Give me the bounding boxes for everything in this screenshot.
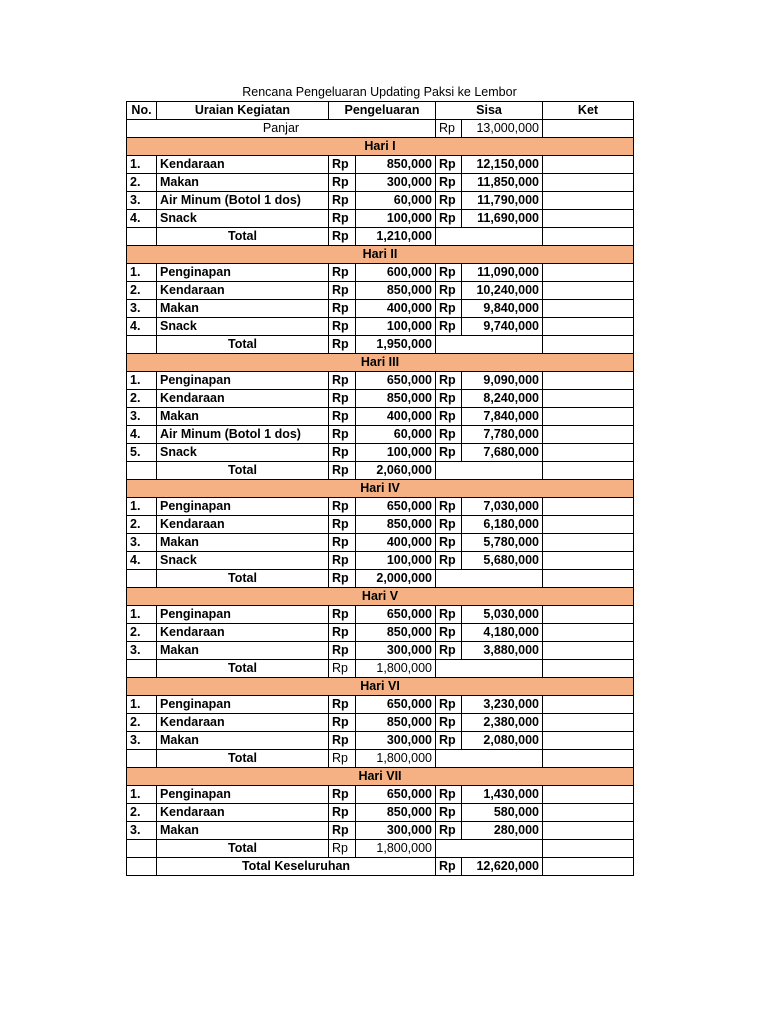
item-expense-currency: Rp xyxy=(329,300,356,318)
item-expense-currency: Rp xyxy=(329,714,356,732)
table-row xyxy=(127,642,634,660)
item-note xyxy=(543,624,634,642)
total-balance-empty xyxy=(436,570,543,588)
table-row xyxy=(127,534,634,552)
item-balance-currency: Rp xyxy=(436,210,462,228)
item-expense-currency: Rp xyxy=(329,696,356,714)
item-no: 4. xyxy=(127,426,157,444)
item-balance-currency: Rp xyxy=(436,282,462,300)
item-no: 4. xyxy=(127,318,157,336)
total-note xyxy=(543,840,634,858)
item-no: 2. xyxy=(127,174,157,192)
item-description: Makan xyxy=(157,174,329,192)
item-balance-amount: 3,230,000 xyxy=(462,696,543,714)
table-row xyxy=(127,822,634,840)
item-expense-currency: Rp xyxy=(329,372,356,390)
item-balance-currency: Rp xyxy=(436,390,462,408)
item-balance-amount: 8,240,000 xyxy=(462,390,543,408)
item-balance-currency: Rp xyxy=(436,642,462,660)
item-note xyxy=(543,498,634,516)
item-balance-currency: Rp xyxy=(436,264,462,282)
item-expense-currency: Rp xyxy=(329,408,356,426)
table-row xyxy=(127,372,634,390)
table-row xyxy=(127,192,634,210)
total-label: Total xyxy=(157,570,329,588)
item-balance-currency: Rp xyxy=(436,318,462,336)
total-currency: Rp xyxy=(329,336,356,354)
item-no: 2. xyxy=(127,714,157,732)
item-balance-amount: 5,680,000 xyxy=(462,552,543,570)
item-balance-amount: 7,680,000 xyxy=(462,444,543,462)
item-no: 1. xyxy=(127,606,157,624)
table-row xyxy=(127,444,634,462)
item-balance-amount: 5,780,000 xyxy=(462,534,543,552)
item-expense-currency: Rp xyxy=(329,516,356,534)
item-description: Snack xyxy=(157,318,329,336)
day-total-row xyxy=(127,228,634,246)
item-expense-currency: Rp xyxy=(329,732,356,750)
item-expense-amount: 300,000 xyxy=(356,174,436,192)
item-expense-amount: 850,000 xyxy=(356,516,436,534)
table-row xyxy=(127,282,634,300)
item-note xyxy=(543,714,634,732)
item-note xyxy=(543,606,634,624)
sheet-title: Rencana Pengeluaran Updating Paksi ke Lembor xyxy=(242,85,517,99)
table-row xyxy=(127,516,634,534)
day-total-row xyxy=(127,660,634,678)
total-balance-empty xyxy=(436,462,543,480)
item-note xyxy=(543,696,634,714)
table-row xyxy=(127,156,634,174)
item-expense-amount: 850,000 xyxy=(356,714,436,732)
table-row xyxy=(127,714,634,732)
item-description: Makan xyxy=(157,300,329,318)
total-no xyxy=(127,570,157,588)
item-balance-amount: 7,030,000 xyxy=(462,498,543,516)
total-currency: Rp xyxy=(329,660,356,678)
table-row xyxy=(127,624,634,642)
total-currency: Rp xyxy=(329,570,356,588)
day-total-row xyxy=(127,840,634,858)
item-description: Kendaraan xyxy=(157,516,329,534)
item-description: Penginapan xyxy=(157,372,329,390)
table-row xyxy=(127,174,634,192)
panjar-amount: 13,000,000 xyxy=(462,120,543,138)
table-body xyxy=(127,102,634,876)
grand-total-label: Total Keseluruhan xyxy=(157,858,436,876)
item-balance-amount: 280,000 xyxy=(462,822,543,840)
item-balance-amount: 2,080,000 xyxy=(462,732,543,750)
item-balance-currency: Rp xyxy=(436,552,462,570)
item-balance-currency: Rp xyxy=(436,732,462,750)
table-row xyxy=(127,732,634,750)
item-expense-currency: Rp xyxy=(329,498,356,516)
item-description: Makan xyxy=(157,408,329,426)
grand-total-no xyxy=(127,858,157,876)
item-balance-amount: 9,840,000 xyxy=(462,300,543,318)
total-label: Total xyxy=(157,228,329,246)
item-note xyxy=(543,552,634,570)
item-balance-amount: 1,430,000 xyxy=(462,786,543,804)
item-note xyxy=(543,192,634,210)
item-description: Kendaraan xyxy=(157,282,329,300)
day-header-row xyxy=(127,246,634,264)
day-total-row xyxy=(127,750,634,768)
item-expense-amount: 300,000 xyxy=(356,822,436,840)
item-no: 2. xyxy=(127,390,157,408)
item-expense-currency: Rp xyxy=(329,624,356,642)
header-note: Ket xyxy=(543,102,634,120)
total-currency: Rp xyxy=(329,750,356,768)
table-row xyxy=(127,390,634,408)
day-header-row xyxy=(127,354,634,372)
item-description: Air Minum (Botol 1 dos) xyxy=(157,426,329,444)
item-no: 1. xyxy=(127,696,157,714)
item-balance-currency: Rp xyxy=(436,822,462,840)
header-balance: Sisa xyxy=(436,102,543,120)
total-balance-empty xyxy=(436,660,543,678)
item-balance-amount: 11,790,000 xyxy=(462,192,543,210)
item-description: Kendaraan xyxy=(157,390,329,408)
total-balance-empty xyxy=(436,336,543,354)
item-expense-amount: 60,000 xyxy=(356,426,436,444)
item-balance-currency: Rp xyxy=(436,408,462,426)
total-note xyxy=(543,660,634,678)
total-label: Total xyxy=(157,750,329,768)
item-description: Kendaraan xyxy=(157,804,329,822)
item-description: Air Minum (Botol 1 dos) xyxy=(157,192,329,210)
day-total-row xyxy=(127,462,634,480)
item-expense-currency: Rp xyxy=(329,426,356,444)
item-expense-amount: 850,000 xyxy=(356,156,436,174)
item-expense-amount: 400,000 xyxy=(356,300,436,318)
total-note xyxy=(543,462,634,480)
total-amount: 1,800,000 xyxy=(356,750,436,768)
item-expense-amount: 100,000 xyxy=(356,444,436,462)
total-currency: Rp xyxy=(329,462,356,480)
item-no: 5. xyxy=(127,444,157,462)
panjar-label: Panjar xyxy=(127,120,436,138)
item-expense-amount: 100,000 xyxy=(356,552,436,570)
item-balance-currency: Rp xyxy=(436,156,462,174)
table-row xyxy=(127,426,634,444)
item-expense-amount: 850,000 xyxy=(356,390,436,408)
table-row xyxy=(127,210,634,228)
item-expense-currency: Rp xyxy=(329,318,356,336)
item-balance-amount: 580,000 xyxy=(462,804,543,822)
item-expense-currency: Rp xyxy=(329,606,356,624)
item-note xyxy=(543,516,634,534)
item-note xyxy=(543,282,634,300)
item-expense-currency: Rp xyxy=(329,534,356,552)
item-balance-amount: 11,690,000 xyxy=(462,210,543,228)
total-no xyxy=(127,462,157,480)
day-header-row xyxy=(127,768,634,786)
item-description: Makan xyxy=(157,732,329,750)
day-header-row xyxy=(127,480,634,498)
total-note xyxy=(543,750,634,768)
item-expense-amount: 400,000 xyxy=(356,408,436,426)
item-no: 3. xyxy=(127,642,157,660)
item-note xyxy=(543,318,634,336)
item-expense-currency: Rp xyxy=(329,786,356,804)
total-label: Total xyxy=(157,336,329,354)
grand-total-currency: Rp xyxy=(436,858,462,876)
day-header-row xyxy=(127,138,634,156)
panjar-note xyxy=(543,120,634,138)
item-no: 2. xyxy=(127,624,157,642)
day-label: Hari V xyxy=(127,588,634,606)
item-description: Snack xyxy=(157,210,329,228)
day-label: Hari I xyxy=(127,138,634,156)
item-expense-currency: Rp xyxy=(329,822,356,840)
item-note xyxy=(543,408,634,426)
item-balance-amount: 2,380,000 xyxy=(462,714,543,732)
item-no: 3. xyxy=(127,822,157,840)
item-description: Penginapan xyxy=(157,264,329,282)
total-note xyxy=(543,570,634,588)
item-expense-currency: Rp xyxy=(329,210,356,228)
item-expense-currency: Rp xyxy=(329,282,356,300)
item-no: 2. xyxy=(127,282,157,300)
grand-total-amount: 12,620,000 xyxy=(462,858,543,876)
table-row xyxy=(127,696,634,714)
total-label: Total xyxy=(157,660,329,678)
item-balance-currency: Rp xyxy=(436,534,462,552)
item-expense-amount: 300,000 xyxy=(356,642,436,660)
total-balance-empty xyxy=(436,228,543,246)
total-amount: 2,000,000 xyxy=(356,570,436,588)
table-row xyxy=(127,318,634,336)
item-balance-currency: Rp xyxy=(436,516,462,534)
item-balance-amount: 9,090,000 xyxy=(462,372,543,390)
item-note xyxy=(543,786,634,804)
total-currency: Rp xyxy=(329,840,356,858)
item-description: Snack xyxy=(157,552,329,570)
item-balance-currency: Rp xyxy=(436,174,462,192)
item-expense-amount: 650,000 xyxy=(356,606,436,624)
item-description: Penginapan xyxy=(157,786,329,804)
item-note xyxy=(543,372,634,390)
budget-table xyxy=(126,101,634,876)
item-expense-amount: 300,000 xyxy=(356,732,436,750)
item-balance-amount: 4,180,000 xyxy=(462,624,543,642)
table-row xyxy=(127,804,634,822)
item-balance-amount: 5,030,000 xyxy=(462,606,543,624)
table-row xyxy=(127,606,634,624)
total-no xyxy=(127,228,157,246)
item-note xyxy=(543,300,634,318)
item-note xyxy=(543,390,634,408)
item-balance-currency: Rp xyxy=(436,714,462,732)
item-no: 1. xyxy=(127,264,157,282)
item-no: 4. xyxy=(127,552,157,570)
item-description: Kendaraan xyxy=(157,156,329,174)
item-expense-currency: Rp xyxy=(329,444,356,462)
day-total-row xyxy=(127,570,634,588)
item-description: Penginapan xyxy=(157,606,329,624)
item-expense-currency: Rp xyxy=(329,156,356,174)
table-row xyxy=(127,552,634,570)
item-expense-amount: 400,000 xyxy=(356,534,436,552)
item-balance-currency: Rp xyxy=(436,804,462,822)
item-expense-currency: Rp xyxy=(329,192,356,210)
item-balance-currency: Rp xyxy=(436,444,462,462)
item-description: Penginapan xyxy=(157,696,329,714)
item-balance-currency: Rp xyxy=(436,426,462,444)
total-label: Total xyxy=(157,462,329,480)
grand-total-note xyxy=(543,858,634,876)
item-note xyxy=(543,210,634,228)
item-balance-amount: 7,840,000 xyxy=(462,408,543,426)
item-balance-amount: 3,880,000 xyxy=(462,642,543,660)
item-note xyxy=(543,822,634,840)
item-balance-currency: Rp xyxy=(436,786,462,804)
day-label: Hari VII xyxy=(127,768,634,786)
total-amount: 1,210,000 xyxy=(356,228,436,246)
table-row xyxy=(127,408,634,426)
item-balance-currency: Rp xyxy=(436,372,462,390)
item-expense-amount: 60,000 xyxy=(356,192,436,210)
header-no: No. xyxy=(127,102,157,120)
item-description: Makan xyxy=(157,642,329,660)
header-row xyxy=(127,102,634,120)
item-balance-currency: Rp xyxy=(436,192,462,210)
item-balance-amount: 10,240,000 xyxy=(462,282,543,300)
item-expense-amount: 650,000 xyxy=(356,498,436,516)
item-expense-amount: 600,000 xyxy=(356,264,436,282)
item-expense-amount: 100,000 xyxy=(356,210,436,228)
grand-total-row xyxy=(127,858,634,876)
header-description: Uraian Kegiatan xyxy=(157,102,329,120)
item-no: 4. xyxy=(127,210,157,228)
item-no: 1. xyxy=(127,372,157,390)
item-description: Penginapan xyxy=(157,498,329,516)
item-expense-currency: Rp xyxy=(329,552,356,570)
item-no: 1. xyxy=(127,156,157,174)
table-row xyxy=(127,786,634,804)
item-no: 3. xyxy=(127,534,157,552)
day-label: Hari II xyxy=(127,246,634,264)
item-no: 3. xyxy=(127,408,157,426)
item-balance-amount: 6,180,000 xyxy=(462,516,543,534)
total-note xyxy=(543,228,634,246)
day-total-row xyxy=(127,336,634,354)
item-description: Kendaraan xyxy=(157,624,329,642)
item-expense-amount: 100,000 xyxy=(356,318,436,336)
item-description: Snack xyxy=(157,444,329,462)
header-expense: Pengeluaran xyxy=(329,102,436,120)
total-amount: 1,950,000 xyxy=(356,336,436,354)
item-no: 3. xyxy=(127,192,157,210)
item-description: Makan xyxy=(157,822,329,840)
item-expense-amount: 850,000 xyxy=(356,282,436,300)
item-balance-currency: Rp xyxy=(436,300,462,318)
total-no xyxy=(127,840,157,858)
item-balance-amount: 12,150,000 xyxy=(462,156,543,174)
panjar-row xyxy=(127,120,634,138)
total-no xyxy=(127,750,157,768)
item-expense-amount: 650,000 xyxy=(356,696,436,714)
day-header-row xyxy=(127,588,634,606)
item-balance-currency: Rp xyxy=(436,696,462,714)
total-no xyxy=(127,336,157,354)
item-expense-amount: 850,000 xyxy=(356,624,436,642)
item-no: 3. xyxy=(127,732,157,750)
item-balance-currency: Rp xyxy=(436,624,462,642)
item-expense-amount: 850,000 xyxy=(356,804,436,822)
item-balance-amount: 11,090,000 xyxy=(462,264,543,282)
panjar-currency: Rp xyxy=(436,120,462,138)
day-label: Hari IV xyxy=(127,480,634,498)
item-description: Kendaraan xyxy=(157,714,329,732)
item-note xyxy=(543,804,634,822)
item-no: 1. xyxy=(127,786,157,804)
total-no xyxy=(127,660,157,678)
total-currency: Rp xyxy=(329,228,356,246)
total-amount: 1,800,000 xyxy=(356,660,436,678)
item-note xyxy=(543,642,634,660)
day-header-row xyxy=(127,678,634,696)
item-balance-amount: 7,780,000 xyxy=(462,426,543,444)
item-note xyxy=(543,174,634,192)
item-expense-currency: Rp xyxy=(329,264,356,282)
item-description: Makan xyxy=(157,534,329,552)
total-balance-empty xyxy=(436,840,543,858)
total-balance-empty xyxy=(436,750,543,768)
day-label: Hari VI xyxy=(127,678,634,696)
item-note xyxy=(543,264,634,282)
item-note xyxy=(543,156,634,174)
item-no: 1. xyxy=(127,498,157,516)
item-expense-currency: Rp xyxy=(329,642,356,660)
table-row xyxy=(127,264,634,282)
item-no: 2. xyxy=(127,516,157,534)
item-note xyxy=(543,732,634,750)
total-label: Total xyxy=(157,840,329,858)
item-expense-amount: 650,000 xyxy=(356,786,436,804)
item-balance-amount: 11,850,000 xyxy=(462,174,543,192)
item-expense-amount: 650,000 xyxy=(356,372,436,390)
table-row xyxy=(127,498,634,516)
item-balance-currency: Rp xyxy=(436,606,462,624)
item-note xyxy=(543,444,634,462)
item-balance-currency: Rp xyxy=(436,498,462,516)
item-balance-amount: 9,740,000 xyxy=(462,318,543,336)
table-row xyxy=(127,300,634,318)
item-no: 2. xyxy=(127,804,157,822)
item-note xyxy=(543,426,634,444)
total-amount: 2,060,000 xyxy=(356,462,436,480)
total-note xyxy=(543,336,634,354)
item-expense-currency: Rp xyxy=(329,390,356,408)
item-no: 3. xyxy=(127,300,157,318)
item-expense-currency: Rp xyxy=(329,804,356,822)
day-label: Hari III xyxy=(127,354,634,372)
item-expense-currency: Rp xyxy=(329,174,356,192)
item-note xyxy=(543,534,634,552)
total-amount: 1,800,000 xyxy=(356,840,436,858)
